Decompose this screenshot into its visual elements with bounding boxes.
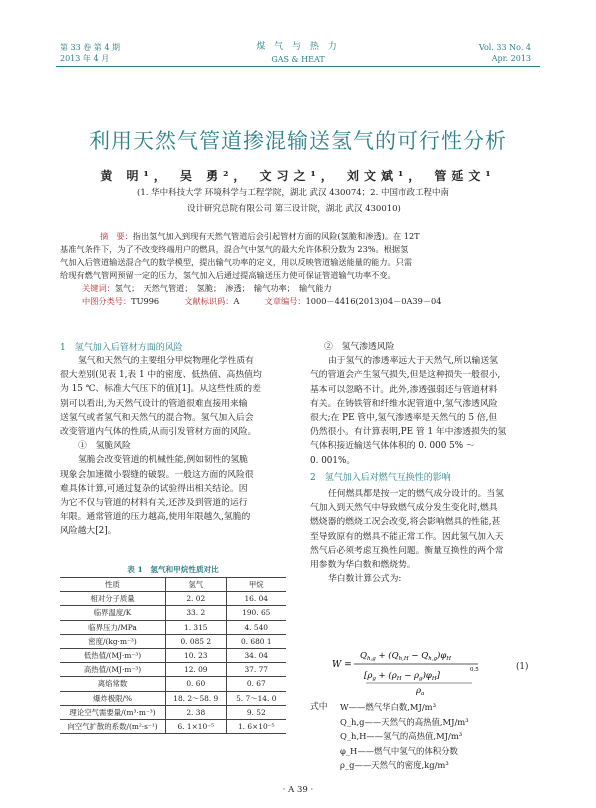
table-cell: 低热值/(MJ·m⁻³)	[60, 648, 166, 662]
eq-denominator: $[\rho_g + (\rho_H - \rho_g)\varphi_H]$	[364, 671, 440, 682]
right-column	[310, 340, 538, 586]
doc-code: A	[233, 296, 240, 306]
table-cell: 16. 04	[226, 592, 286, 606]
table-cell: 临界压力/MPa	[60, 620, 166, 634]
clc-label: 中图分类号：	[82, 296, 132, 306]
table-cell: 0. 60	[166, 677, 226, 691]
p5: 华白数计算公式为:	[328, 574, 402, 585]
table-cell: 1. 315	[166, 620, 226, 634]
p3-line-7: 气体积接近输送气体体积的 0. 000 5% ～	[310, 441, 475, 452]
header-journal-en: GAS & HEAT	[271, 55, 325, 64]
table-cell: 37. 77	[226, 663, 286, 677]
p2-line-6: 风险越大[2]。	[60, 526, 117, 537]
section-2-heading: 2 氢气加入后对燃气互换性的影响	[310, 472, 451, 483]
p1-line-5: 送氢气或者氢气和天然气的混合物。氢气加入后会	[60, 412, 254, 423]
table-cell: 2. 38	[166, 705, 226, 719]
table-row	[60, 663, 286, 677]
header-date-en: Apr. 2013	[491, 54, 531, 63]
table-row	[60, 691, 286, 705]
p3-line-3: 基本可以忽略不计。此外,渗透强弱还与管道材料	[310, 384, 498, 395]
definition-item: ρ_g——天然气的密度,kg/m³	[340, 760, 449, 770]
p2-line-3: 难具体计算,可通过复杂的试验得出相关结论。因	[60, 483, 248, 494]
p3-line-2: 气的管道会产生氢气损失,但是这种损失一般很小,	[310, 370, 501, 381]
abstract-line-1: 摘 要：指出氢气加入到现有天然气管道后会引起管材方面的风险(氢脆和渗透)。在 12T	[100, 231, 420, 241]
p3-line-4: 有关。在铸铁管和纤维水泥管道中,氢气渗透风险	[310, 398, 498, 409]
table-cell: 33. 2	[166, 606, 226, 620]
table-header-row	[60, 578, 286, 592]
table-row	[60, 648, 286, 662]
p4-line-1: 任何燃具都是按一定的燃气成分设计的。当氢	[328, 489, 504, 500]
p4-line-6: 用参数为华白数和燃烧势。	[310, 560, 416, 571]
table-cell: 12. 09	[166, 663, 226, 677]
table-row	[60, 677, 286, 691]
symbol-definitions	[340, 700, 540, 773]
subheading-hydrogen-embrittlement: ① 氢脆风险	[78, 441, 131, 452]
p4-line-2: 气加入到天然气中导致燃气成分发生变化时,燃具	[310, 503, 498, 514]
p1-line-4: 别可以看出,为天然气设计的管道很难直接用来输	[60, 398, 248, 409]
p2-line-4: 为它不仅与管道的材料有关,还涉及到管道的运行	[60, 498, 248, 509]
header-volume-cn: 第 33 卷 第 4 期	[60, 43, 120, 52]
p2-line-2: 现象会加速微小裂缝的破裂。一般这方面的风险很	[60, 469, 254, 480]
doc-code-label: 文献标识码：	[184, 296, 234, 306]
p3-line-6: 仍然很小。有计算表明,PE 管 1 年中渗透损失的氢	[310, 427, 507, 438]
table-cell: 理论空气需要量/(m³·m⁻³)	[60, 705, 166, 719]
keywords-label: 关键词：	[82, 283, 115, 293]
p3-line-8: 0. 001%。	[310, 455, 356, 466]
table-row	[60, 719, 286, 733]
table-row	[60, 634, 286, 648]
p4-line-4: 至导致原有的燃具不能正常工作。因此氢气加入天	[310, 531, 504, 542]
eq-exponent: 0.5	[470, 667, 479, 673]
table-cell: 密度/(kg·m⁻³)	[60, 634, 166, 648]
classification-line	[60, 295, 538, 308]
page-number: · A 39 ·	[282, 785, 314, 795]
affiliation-line-2: 设计研究总院有限公司 第三设计院，湖北 武汉 430010)	[187, 204, 401, 214]
keywords: 氢气； 天然气管道； 氢脆； 渗透； 输气功率； 输气能力	[114, 283, 332, 293]
eq-rho-a: $\rho_a$	[416, 686, 425, 696]
p3-line-1: 由于氢气的渗透率远大于天然气,所以输送氢	[328, 356, 498, 367]
keywords-line	[60, 282, 538, 295]
table-cell: 0. 085 2	[166, 634, 226, 648]
table-cell: 9. 52	[226, 705, 286, 719]
table-cell: 相对分子质量	[60, 592, 166, 606]
table-cell: 5. 7～14. 0	[226, 691, 286, 705]
eq-numerator: $Q_{h,g} + (Q_{h,H} - Q_{h,g})\varphi_H$	[360, 651, 452, 662]
p1-line-1: 氢气和天然气的主要组分甲烷物理化学性质有	[78, 356, 254, 366]
abstract-line-3: 气加入后管道输送混合气的数学模型，提出输气功率的定义，用以反映管道输送能量的能力。只需	[60, 257, 413, 267]
p1-line-3: 为 15 ℃、标准大气压下的值)[1]。从这些性质的差	[60, 384, 261, 395]
where-label: 式中	[310, 702, 328, 712]
table-cell: 1. 6×10⁻⁵	[226, 719, 286, 733]
table-cell: 临界温度/K	[60, 606, 166, 620]
definition-item: W——燃气华白数,MJ/m³	[340, 702, 436, 712]
p4-line-3: 燃烧器的燃烧工况会改变,将会影响燃具的性能,甚	[310, 517, 501, 528]
p3-line-5: 很大;在 PE 管中,氢气渗透率是天然气的 5 倍,但	[310, 413, 498, 424]
definition-item: Q_h,g——天然气的高热值,MJ/m³	[340, 716, 469, 727]
abstract-label: 摘 要：	[100, 231, 133, 241]
abstract-line-4: 给现有燃气管网预留一定的压力，氢气加入后通过提高输送压力使可保证管道输气功率不变。	[60, 270, 396, 280]
table-cell: 0. 680 1	[226, 634, 286, 648]
p1-line-6: 改变管道内气体的性质,从而引发管材方面的风险。	[60, 427, 257, 438]
header-date-cn: 2013 年 4 月	[60, 54, 110, 63]
p2-line-1: 氢脆会改变管道的机械性能,例如韧性的氢脆	[78, 455, 248, 466]
table-cell: 18. 2～58. 9	[166, 691, 226, 705]
table-cell: 6. 1×10⁻⁵	[166, 719, 226, 733]
table-cell: 爆炸极限/%	[60, 691, 166, 705]
table-header-cell: 甲烷	[226, 578, 286, 592]
table-header-cell: 氢气	[166, 578, 226, 592]
table-cell: 4. 540	[226, 620, 286, 634]
p2-line-5: 年限。通常管道的压力越高,使用年限越久,氢脆的	[60, 512, 251, 523]
subheading-hydrogen-permeation: ② 氢气渗透风险	[324, 342, 395, 352]
abstract-line-2: 基准气条件下，为了不改变终端用户的燃具，混合气中氢气的最大允许体积分数为 23%。根据氢	[60, 244, 409, 254]
article-title: 利用天然气管道掺混输送氢气的可行性分析	[89, 129, 507, 153]
table-cell: 离焰常数	[60, 677, 166, 691]
table-cell: 向空气扩散的系数/(m²·s⁻¹)	[60, 719, 166, 733]
table-cell: 高热值/(MJ·m⁻³)	[60, 663, 166, 677]
table-row	[60, 705, 286, 719]
wobbe-equation	[330, 640, 540, 696]
table-header-cell: 性质	[60, 578, 166, 592]
header-volume-en: Vol. 33 No. 4	[478, 43, 531, 52]
table-cell: 34. 04	[226, 648, 286, 662]
p4-line-5: 然气后必须考虑互换性问题。衡量互换性的两个常	[310, 545, 504, 556]
section-1-paragraph	[60, 354, 286, 539]
affiliation-line-1: (1. 华中科技大学 环境科学与工程学院，湖北 武汉 430074；2. 中国市政工程中南	[137, 188, 449, 198]
abstract	[60, 230, 538, 308]
table-cell: 10. 23	[166, 648, 226, 662]
equation-number: (1)	[516, 662, 529, 672]
table-row	[60, 620, 286, 634]
header-journal-cn: 煤 气 与 热 力	[256, 42, 340, 52]
properties-table	[60, 577, 286, 734]
table-cell: 0. 67	[226, 677, 286, 691]
article-number-label: 文章编号：	[264, 296, 306, 306]
table-cell: 2. 02	[166, 592, 226, 606]
table-row	[60, 606, 286, 620]
article-number: 1000－4416(2013)04－0A39－04	[305, 296, 442, 306]
table-caption: 表 1 氢气和甲烷性质对比	[127, 565, 219, 574]
p1-line-2: 很大差别(见表 1,表 1 中的密度、低热值、高热值均	[60, 370, 262, 381]
section-1-heading: 1 氢气加入后管材方面的风险	[60, 343, 183, 353]
clc-code: TU996	[131, 296, 160, 306]
header-rule	[56, 66, 540, 67]
table-cell: 190. 65	[226, 606, 286, 620]
eq-lhs: W =	[332, 660, 352, 670]
article-authors: 黄 明¹， 吴 勇²， 文习之¹， 刘文斌¹， 管延文¹	[100, 169, 496, 183]
definition-item: φ_H——燃气中氢气的体积分数	[340, 745, 458, 756]
table-row	[60, 592, 286, 606]
definition-item: Q_h,H——氢气的高热值,MJ/m³	[340, 731, 463, 741]
